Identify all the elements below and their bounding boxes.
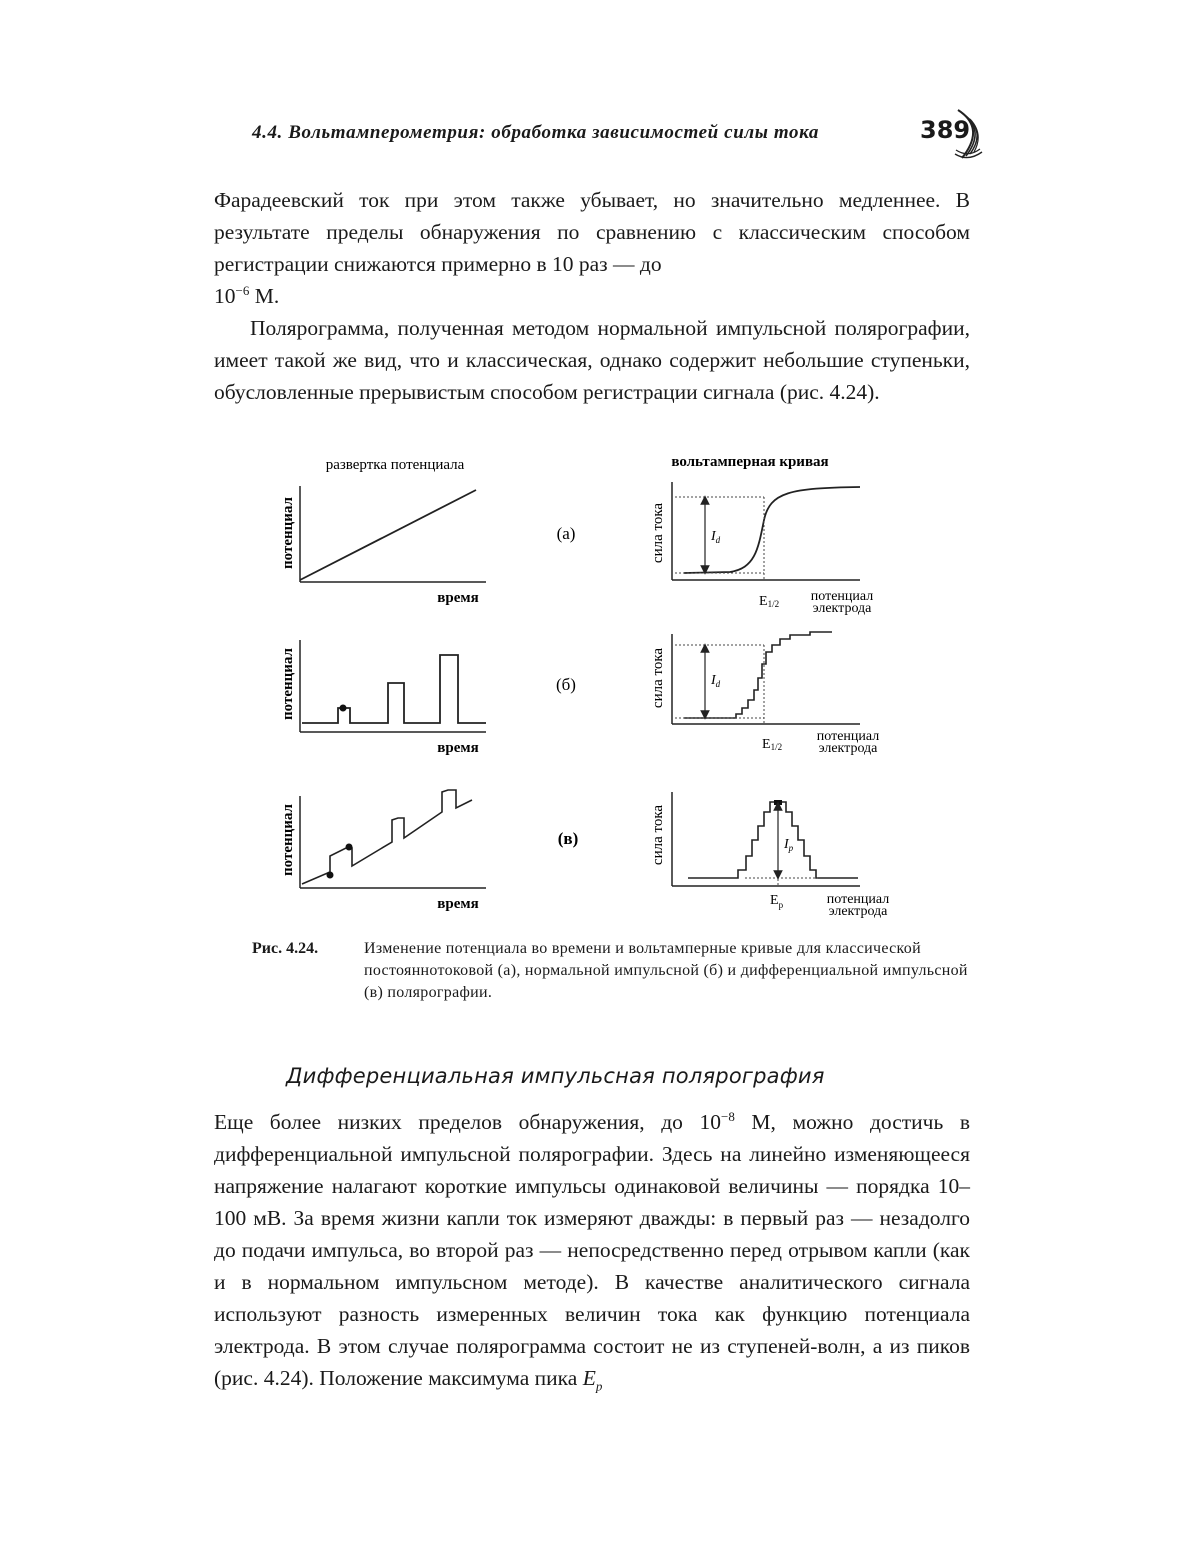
e-half-label-a: E1/2 xyxy=(759,594,780,609)
page-number: 389 xyxy=(920,116,971,144)
pulse-train xyxy=(302,655,486,723)
paragraph-3-exponent: −8 xyxy=(720,1108,735,1124)
y-label-a: потенциал xyxy=(280,497,296,569)
running-head: 4.4. Вольтамперометрия: обработка зависимостей силы тока xyxy=(252,122,819,143)
paragraph-2: Полярограмма, полученная методом нормальной импульсной полярографии, имеет такой же вид, что и классическая, однако содержит небольшие ступеньки, обусловленные прерывистым способом регистрации сигнала (рис. 4.24). xyxy=(214,316,970,404)
x-label-c-right-2: электрода xyxy=(828,904,888,919)
ramp-marker-dot-1 xyxy=(327,872,334,879)
e-half-label-b: E1/2 xyxy=(762,737,783,752)
caption-label: Рис. 4.24. xyxy=(252,940,319,957)
x-label-a: время xyxy=(437,590,479,606)
x-label-c-right-1: потенциал xyxy=(826,892,890,907)
panel-c-right xyxy=(650,792,889,919)
y-label-b-right: сила тока xyxy=(650,647,666,709)
paragraph-1-text: Фарадеевский ток при этом также убывает, но значительно медленнее. В результате пределы обнаружения по сравнению с классическим способом регистрации снижаются примерно в 10 раз — до xyxy=(214,188,970,276)
row-label-b: (б) xyxy=(556,675,576,694)
y-label-c-right: сила тока xyxy=(650,804,666,866)
panel-c-left xyxy=(280,790,486,912)
right-column-title: вольтамперная кривая xyxy=(671,454,829,470)
x-label-c: время xyxy=(437,896,479,912)
x-label-b-right-2: электрода xyxy=(818,741,878,756)
paragraph-1-value: 10 xyxy=(214,284,236,308)
ip-label-c: $I_p$ xyxy=(784,837,794,853)
row-label-a: (а) xyxy=(556,524,576,543)
x-label-b-right-1: потенциал xyxy=(816,729,880,744)
ramp-marker-dot-2 xyxy=(346,844,353,851)
x-label-b: время xyxy=(437,740,479,756)
panel-a-left xyxy=(280,486,486,606)
paragraph-3-ep: E xyxy=(582,1366,596,1390)
paragraph-1-unit: М. xyxy=(249,284,280,308)
normal-pulse-staircase xyxy=(684,632,832,718)
left-column-title: развертка потенциала xyxy=(325,457,465,473)
y-label-b: потенциал xyxy=(280,648,296,720)
panel-a-right xyxy=(650,482,873,616)
differential-peak-curve xyxy=(688,802,858,878)
paragraph-3 xyxy=(214,1106,970,1402)
paragraph-1-exponent: −6 xyxy=(235,282,250,298)
panel-b-right xyxy=(650,632,879,756)
y-label-c: потенциал xyxy=(280,804,296,876)
paragraph-3-ep-sub: p xyxy=(595,1378,603,1394)
panel-b-left xyxy=(280,640,486,756)
y-label-a-right: сила тока xyxy=(650,502,666,564)
x-label-a-right-2: электрода xyxy=(812,601,872,616)
ep-label-c: $E_p$ xyxy=(770,893,784,910)
section-title: Дифференциальная импульсная полярография xyxy=(286,1064,825,1088)
row-label-c: (в) xyxy=(557,829,579,848)
linear-sweep-line xyxy=(300,490,476,580)
paragraph-3-rest: М, можно достичь в дифференциальной импульсной полярографии. Здесь на линейно изменяющееся напряжение налагают короткие импульсы одинаковой величины — порядка 10–100 мВ. За время жизни капли ток измеряют дважды: в первый раз — незадолго до подачи импульса, во второй раз — непосредственно перед отрывом капли (как и в нормальном импульсном методе). В качестве аналитического сигнала используют разность измеренных величин тока как функцию потенциала электрода. В этом случае полярограмма состоит не из ступеней-волн, а из пиков (рис. 4.24). Положение максимума пика xyxy=(214,1110,970,1390)
id-label-a: $I_d$ xyxy=(711,529,721,545)
x-label-a-right-1: потенциал xyxy=(810,589,874,604)
caption-text: Изменение потенциала во времени и вольтамперные кривые для классической постояннотоковой (а), нормальной импульсной (б) и дифференциальной импульсной (в) полярографии. xyxy=(364,940,968,1001)
pulse-marker-dot xyxy=(340,705,347,712)
differential-pulse-ramp xyxy=(302,790,472,884)
paragraph-3-start: Еще более низких пределов обнаружения, до 10 xyxy=(214,1110,721,1134)
id-label-b: $I_d$ xyxy=(711,673,721,689)
